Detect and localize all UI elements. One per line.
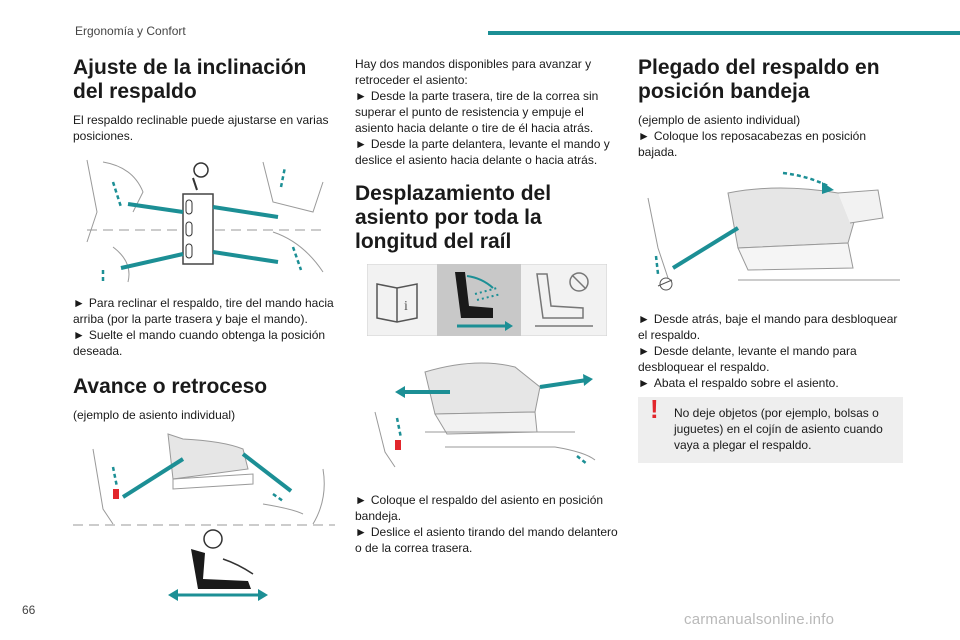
svg-text:i: i [404, 299, 408, 314]
section-title-fold-tray: Plegado del respaldo en posición bandeja [638, 56, 880, 103]
figure-backrest-tilt [73, 152, 335, 287]
bullet-arrow-icon: ► [355, 493, 367, 507]
fold-step-3 [638, 343, 903, 375]
watermark: carmanualsonline.info [684, 611, 835, 628]
step-text: Coloque el respaldo del asiento en posición bandeja. [355, 493, 604, 523]
section-title-full-rail: Desplazamiento del asiento por toda la longitud del raíl [355, 182, 552, 253]
step-text: Coloque los reposacabezas en posición bajada. [638, 129, 867, 159]
step-text: Para reclinar el respaldo, tire del mando hacia arriba (por la parte trasera y baje el mando). [73, 296, 334, 326]
warning-box [638, 394, 903, 463]
rail-step-2 [355, 524, 620, 556]
bullet-arrow-icon: ► [638, 129, 650, 143]
section-title-backrest-tilt: Ajuste de la inclinación del respaldo [73, 56, 307, 103]
figure-icon-strip [367, 264, 607, 336]
column-1 [73, 56, 335, 604]
icon-strip [367, 264, 607, 336]
step-text: Desde la parte trasera, tire de la correa sin superar el punto de resistencia y empuje el asiento hacia delante o tire de él hacia atrás. [355, 89, 599, 135]
column-2 [355, 56, 620, 556]
page-number: 66 [22, 603, 36, 617]
bullet-arrow-icon: ► [638, 376, 650, 390]
fold-step-4 [638, 375, 903, 391]
backrest-step-2 [73, 327, 335, 359]
controls-step-2 [355, 136, 620, 168]
controls-step-1 [355, 88, 620, 136]
step-text: Desde la parte delantera, levante el mando y deslice el asiento hacia delante o hacia atrás. [355, 137, 610, 167]
fold-intro: (ejemplo de asiento individual) [638, 113, 801, 127]
warning-text: No deje objetos (por ejemplo, bolsas o juguetes) en el cojín de asiento cuando vaya a plegar el respaldo. [674, 406, 883, 452]
step-text: Abata el respaldo sobre el asiento. [653, 376, 839, 390]
section-title-forward-backward: Avance o retroceso [73, 375, 268, 398]
bullet-arrow-icon: ► [638, 344, 650, 358]
step-text: Deslice el asiento tirando del mando delantero o de la correa trasera. [355, 525, 618, 555]
controls-intro: Hay dos mandos disponibles para avanzar y retroceder el asiento: [355, 57, 592, 87]
bullet-arrow-icon: ► [638, 312, 650, 326]
step-text: Suelte el mando cuando obtenga la posición deseada. [73, 328, 326, 358]
backrest-step-1 [73, 295, 335, 327]
seat-slide-illustration [73, 429, 335, 604]
fold-step-2 [638, 311, 903, 343]
seat-rail-illustration [355, 352, 617, 482]
bullet-arrow-icon: ► [73, 296, 85, 310]
header-section: Ergonomía y Confort [75, 24, 186, 38]
step-text: Desde atrás, baje el mando para desbloquear el respaldo. [638, 312, 898, 342]
figure-full-rail [355, 352, 617, 482]
bullet-arrow-icon: ► [355, 89, 367, 103]
forward-backward-intro: (ejemplo de asiento individual) [73, 408, 236, 422]
column-3 [638, 56, 903, 463]
figure-fold-tray [638, 168, 900, 303]
fold-backrest-illustration [638, 168, 900, 303]
bullet-arrow-icon: ► [355, 137, 367, 151]
header-bar [488, 31, 960, 35]
rail-step-1 [355, 492, 620, 524]
figure-forward-backward [73, 429, 335, 604]
warning-icon: ! [650, 394, 659, 424]
fold-step-1 [638, 128, 903, 160]
bullet-arrow-icon: ► [355, 525, 367, 539]
bullet-arrow-icon: ► [73, 328, 85, 342]
backrest-intro: El respaldo reclinable puede ajustarse en varias posiciones. [73, 113, 329, 143]
step-text: Desde delante, levante el mando para desbloquear el respaldo. [638, 344, 857, 374]
backrest-tilt-illustration [73, 152, 335, 287]
